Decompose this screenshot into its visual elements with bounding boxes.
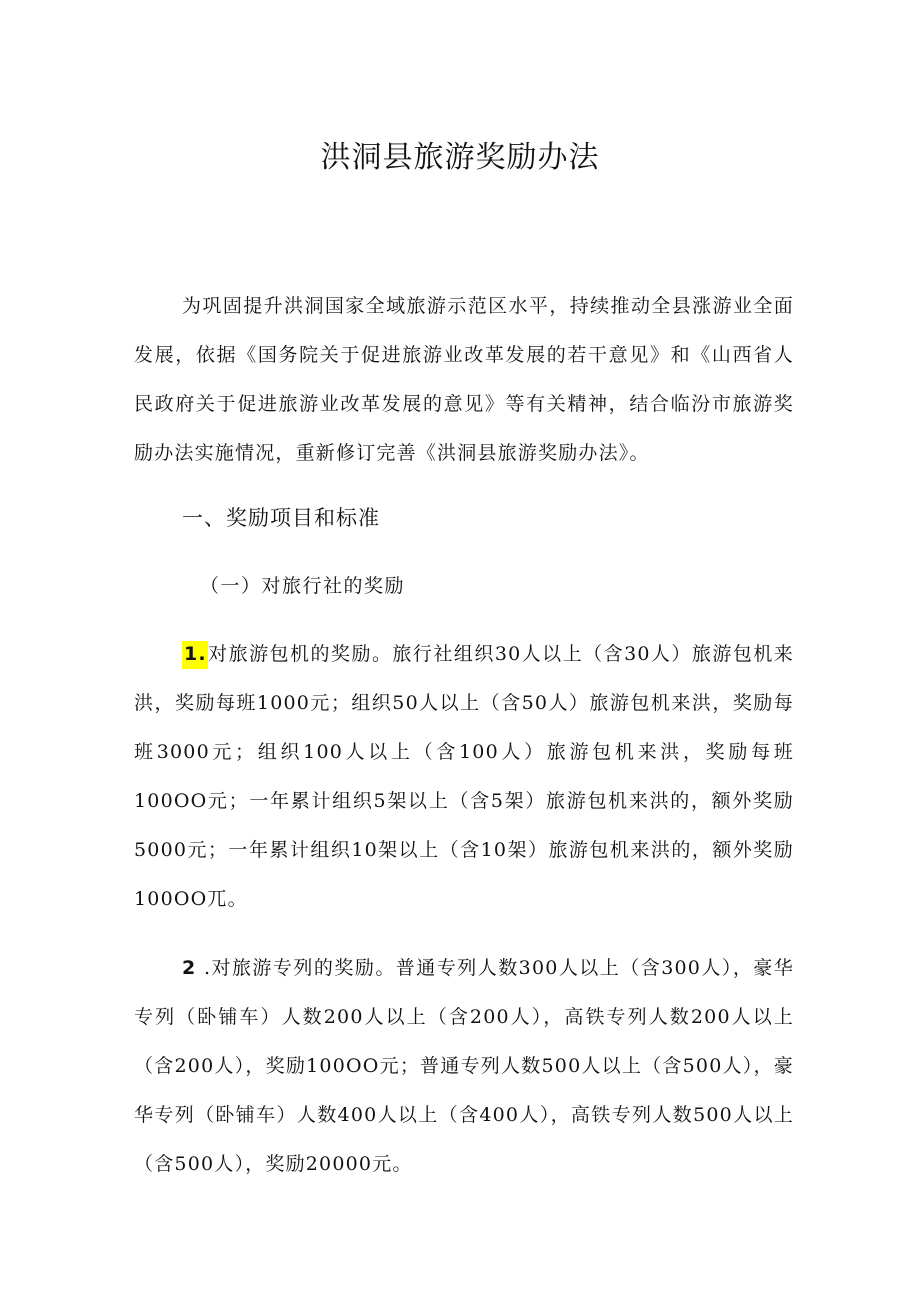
document-title: 洪洞县旅游奖励办法 <box>320 140 600 175</box>
intro-paragraph: 为巩固提升洪洞国家全域旅游示范区水平，持续推动全县涨游业全面发展，依据《国务院关于促进旅游业改革发展的若干意见》和《山西省人民政府关于促进旅游业改革发展的意见》等有关精神，结合临汾市旅游奖励办法实施情况，重新修订完善《洪洞县旅游奖励办法》。 <box>134 295 794 464</box>
subsection-heading: （一）对旅行社的奖励 <box>200 575 406 597</box>
item-2-paragraph <box>134 944 794 1189</box>
item-1-number-highlight: 1. <box>182 641 208 669</box>
item-2-text: .对旅游专列的奖励。普通专列人数300人以上（含300人），豪华专列（卧铺车）人数200人以上（含200人），高铁专列人数200人以上（含200人），奖励100OO元；普通专列人数500人以上（含500人），豪华专列（卧铺车）人数400人以上（含400人），高铁专列人数500人以上（含500人），奖励20000元。 <box>134 957 794 1175</box>
item-2-number: 2 <box>182 957 197 979</box>
item-1-text: 对旅游包机的奖励。旅行社组织30人以上（含30人）旅游包机来洪，奖励每班1000元；组织50人以上（含50人）旅游包机来洪，奖励每班3000元；组织100人以上（含100人）旅游包机来洪，奖励每班100OO元；一年累计组织5架以上（含5架）旅游包机来洪的，额外奖励5000元；一年累计组织10架以上（含10架）旅游包机来洪的，额外奖励100OO兀。 <box>134 643 794 910</box>
item-1-paragraph <box>134 630 794 924</box>
section-heading: 一、奖励项目和标准 <box>182 506 380 530</box>
